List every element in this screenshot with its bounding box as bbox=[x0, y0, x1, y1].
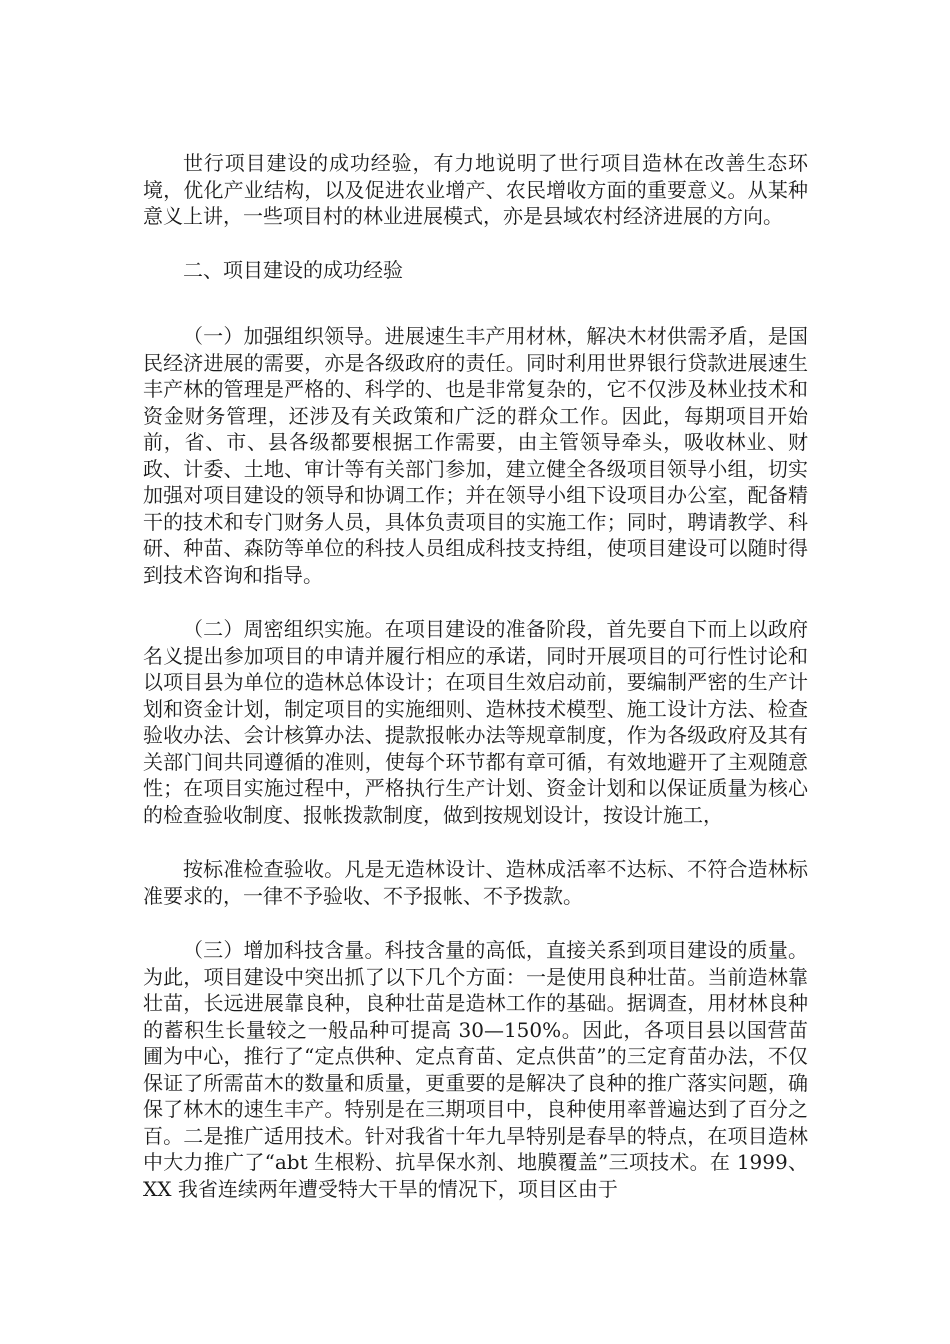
paragraph-intro: 世行项目建设的成功经验，有力地说明了世行项目造林在改善生态环境，优化产业结构，以及促进农业增产、农民增收方面的重要意义。从某种意义上讲，一些项目村的林业进展模式，亦是县域农村经济进展的方向。 bbox=[143, 151, 808, 228]
paragraph-inspection-standard: 按标准检查验收。凡是无造林设计、造林成活率不达标、不符合造林标准要求的，一律不予验收、不予报帐、不予拨款。 bbox=[143, 857, 808, 908]
paragraph-organization-leadership: （一）加强组织领导。进展速生丰产用材林，解决木材供需矛盾，是国民经济进展的需要，亦是各级政府的责任。同时利用世界银行贷款进展速生丰产林的管理是严格的、科学的、也是非常复杂的，它不仅涉及林业技术和资金财务管理，还涉及有关政策和广泛的群众工作。因此，每期项目开始前，省、市、县各级都要根据工作需要，由主管领导牵头，吸收林业、财政、计委、土地、审计等有关部门参加，建立健全各级项目领导小组，切实加强对项目建设的领导和协调工作；并在领导小组下设项目办公室，配备精干的技术和专门财务人员，具体负责项目的实施工作；同时，聘请教学、科研、种苗、森防等单位的科技人员组成科技支持组，使项目建设可以随时得到技术咨询和指导。 bbox=[143, 324, 808, 587]
document-body bbox=[143, 150, 808, 1202]
section-heading: 二、项目建设的成功经验 bbox=[183, 257, 403, 282]
paragraph-technology-content: （三）增加科技含量。科技含量的高低，直接关系到项目建设的质量。为此，项目建设中突出抓了以下几个方面：一是使用良种壮苗。当前造林靠壮苗，长远进展靠良种，良种壮苗是造林工作的基础。据调查，用材林良种的蓄积生长量较之一般品种可提高 30—150%。因此，各项目县以国营苗圃为中心，推行了“定点供种、定点育苗、定点供苗”的三定育苗办法，不仅保证了所需苗木的数量和质量，更重要的是解决了良种的推广落实问题，确保了林木的速生丰产。特别是在三期项目中，良种使用率普遍达到了百分之百。二是推广适用技术。针对我省十年九旱特别是春旱的特点，在项目造林中大力推广了“abt 生根粉、抗旱保水剂、地膜覆盖”三项技术。在 1999、XX 我省连续两年遭受特大干旱的情况下，项目区由于 bbox=[143, 938, 808, 1201]
paragraph-implementation: （二）周密组织实施。在项目建设的准备阶段，首先要自下而上以政府名义提出参加项目的申请并履行相应的承诺，同时开展项目的可行性讨论和以项目县为单位的造林总体设计；在项目生效启动前，要编制严密的生产计划和资金计划，制定项目的实施细则、造林技术模型、施工设计方法、检查验收办法、会计核算办法、提款报帐办法等规章制度，作为各级政府及其有关部门间共同遵循的准则，使每个环节都有章可循，有效地避开了主观随意性；在项目实施过程中，严格执行生产计划、资金计划和以保证质量为核心的检查验收制度、报帐拨款制度，做到按规划设计，按设计施工， bbox=[143, 617, 808, 827]
